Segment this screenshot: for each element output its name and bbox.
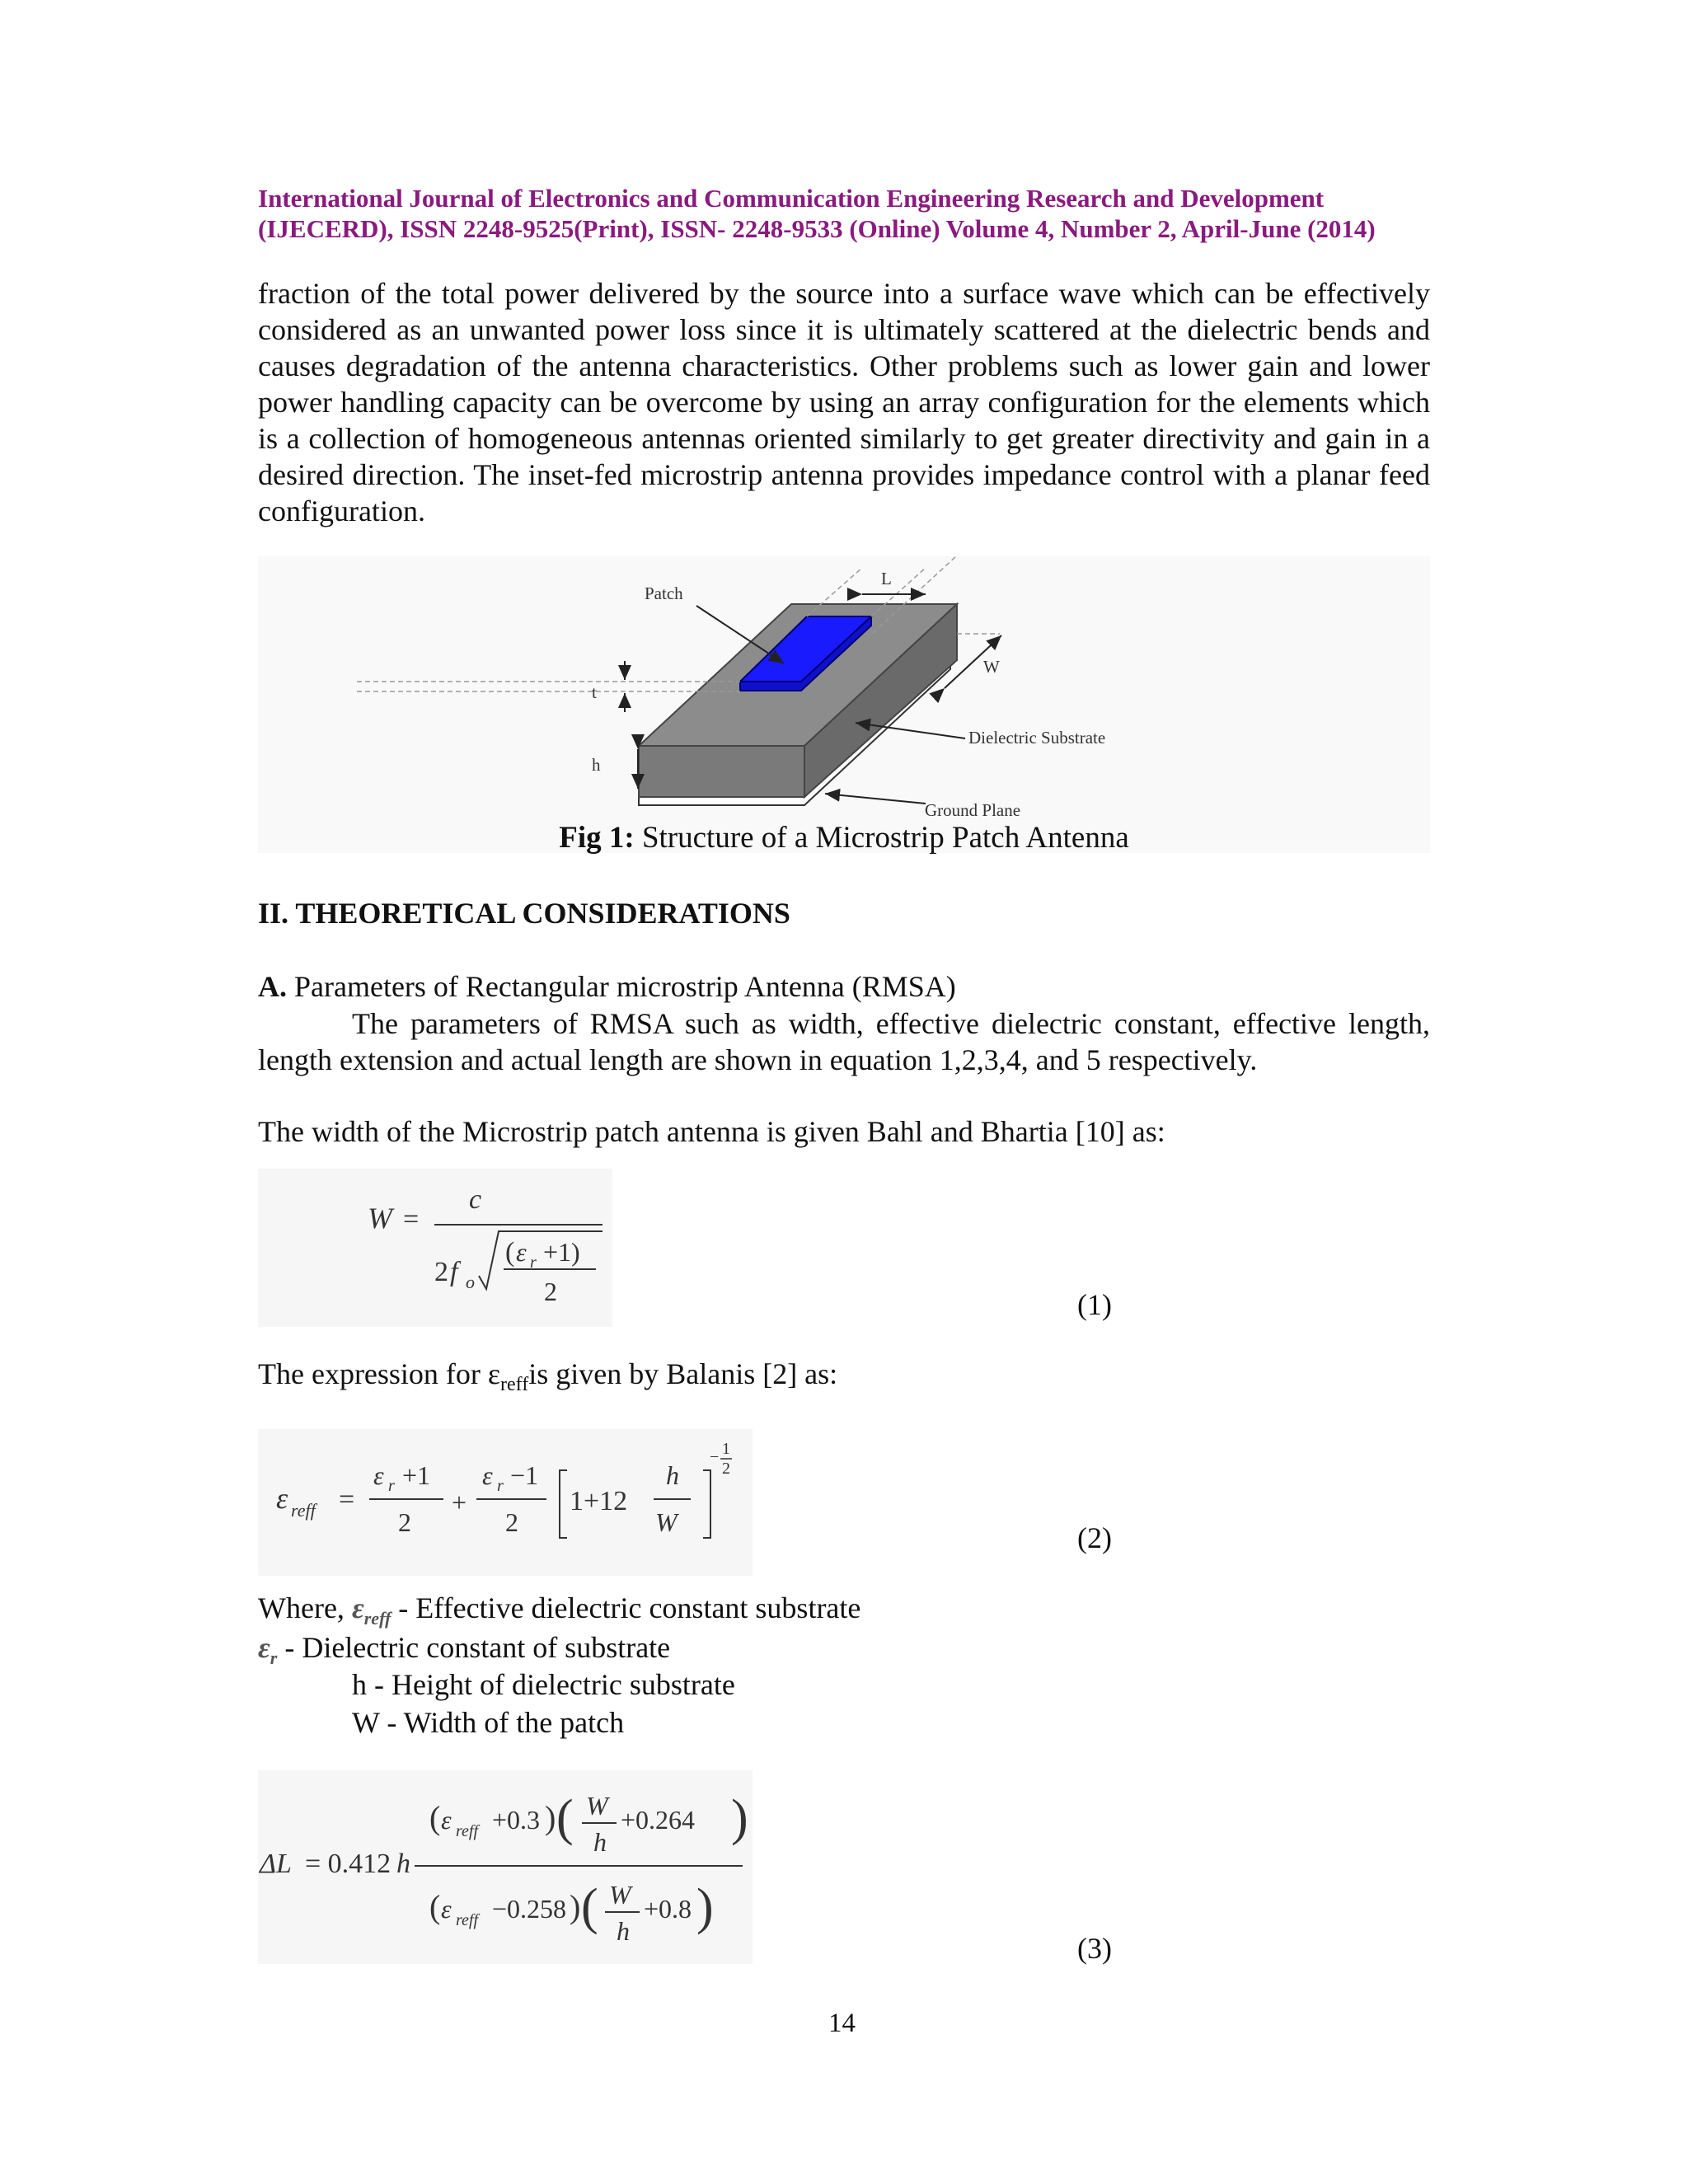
- svg-text:2: 2: [398, 1507, 411, 1537]
- section-title: II. THEORETICAL CONSIDERATIONS: [258, 897, 790, 930]
- page-number: 14: [828, 2008, 856, 2038]
- svg-text:2: 2: [505, 1507, 518, 1537]
- svg-text:+0.8: +0.8: [644, 1894, 692, 1924]
- svg-text:+: +: [452, 1488, 467, 1517]
- subsection-title: [258, 969, 956, 1004]
- svg-text:ε: ε: [482, 1460, 493, 1490]
- svg-text:o: o: [466, 1272, 475, 1292]
- svg-text:ε: ε: [276, 1482, 288, 1515]
- svg-text:(: (: [429, 1888, 441, 1925]
- caption-text: Structure of a Microstrip Patch Antenna: [634, 821, 1129, 855]
- svg-text:1+12: 1+12: [570, 1486, 628, 1516]
- where-h: h - Height of dielectric substrate: [352, 1668, 735, 1701]
- svg-text:W: W: [655, 1507, 678, 1537]
- svg-text:−1: −1: [510, 1460, 539, 1490]
- svg-text:h: h: [593, 1827, 607, 1857]
- svg-text:+1: +1: [402, 1460, 431, 1490]
- svg-text:ΔL: ΔL: [260, 1849, 292, 1879]
- svg-text:r: r: [530, 1254, 537, 1272]
- svg-text:2: 2: [544, 1277, 557, 1306]
- label-dielectric: Dielectric Substrate: [968, 728, 1106, 748]
- subsection-prefix: A.: [258, 970, 287, 1003]
- svg-text:f: f: [450, 1257, 458, 1287]
- svg-text:): ): [696, 1879, 714, 1935]
- svg-text:ε: ε: [441, 1805, 452, 1835]
- svg-text:+0.264: +0.264: [621, 1805, 696, 1835]
- svg-text:reff: reff: [456, 1911, 479, 1929]
- svg-text:ε: ε: [373, 1460, 384, 1490]
- label-patch: Patch: [645, 583, 683, 603]
- svg-text:h: h: [396, 1849, 410, 1879]
- svg-text:−: −: [710, 1448, 720, 1466]
- where-er: $\varepsilon_r$ - Dielectric constant of substrate: [258, 1631, 671, 1669]
- figure-caption: [258, 820, 1430, 855]
- svg-text:+0.3: +0.3: [492, 1805, 541, 1835]
- svg-text:): ): [545, 1799, 556, 1836]
- equation-3: [258, 1770, 753, 1964]
- width-intro: The width of the Microstrip patch antenna is given Bahl and Bhartia [10] as:: [258, 1115, 1165, 1148]
- svg-text:reff: reff: [456, 1822, 479, 1840]
- label-W: W: [983, 657, 1000, 677]
- substrate-front: [639, 746, 804, 797]
- svg-text:= 0.412: = 0.412: [305, 1849, 392, 1879]
- journal-header: [258, 183, 1430, 244]
- svg-text:(: (: [505, 1237, 515, 1268]
- params-paragraph: The parameters of RMSA such as width, effective dielectric constant, effective length, length extension and actual length are shown in equation 1,2,3,4, and 5 respectively.: [258, 1007, 1430, 1076]
- caption-prefix: Fig 1:: [559, 821, 635, 855]
- svg-text:=: =: [339, 1484, 355, 1515]
- svg-text:h: h: [666, 1460, 679, 1490]
- label-L: L: [881, 569, 892, 588]
- subsection-text: Parameters of Rectangular microstrip Antenna (RMSA): [287, 970, 956, 1003]
- svg-text:W: W: [586, 1791, 608, 1821]
- label-t: t: [592, 682, 597, 702]
- equation-1-number: (1): [1077, 1288, 1112, 1321]
- svg-text:(: (: [429, 1799, 441, 1836]
- svg-text:=: =: [403, 1204, 420, 1235]
- equation-1: [258, 1169, 612, 1327]
- figure-microstrip-antenna: [258, 556, 1430, 853]
- intro-paragraph: fraction of the total power delivered by the source into a surface wave which can be effectively considered as an unwanted power loss since it is ultimately scattered at the dielectric bends and causes degradation of the antenna characteristics. Other problems such as lower gain and lower power handling capacity can be overcome by using an array configuration for the elements which is a collection of homogeneous antennas oriented similarly to get greater directivity and gain in a desired direction. The inset-fed microstrip antenna provides impedance control with a planar feed configuration.: [258, 277, 1430, 527]
- svg-text:+1): +1): [543, 1237, 580, 1267]
- svg-text:2: 2: [722, 1460, 730, 1478]
- svg-text:c: c: [469, 1184, 482, 1215]
- equation-2-number: (2): [1077, 1521, 1112, 1554]
- svg-text:W: W: [368, 1202, 392, 1235]
- journal-header-line1: International Journal of Electronics and Communication Engineering Research and Development: [258, 184, 1325, 213]
- svg-text:h: h: [617, 1916, 630, 1946]
- label-h: h: [592, 755, 601, 775]
- ereff-intro: The expression for $\varepsilon_{reff}is$ given by Balanis [2] as:: [258, 1357, 838, 1396]
- svg-text:r: r: [388, 1477, 395, 1495]
- svg-text:1: 1: [722, 1440, 730, 1458]
- journal-header-line2: (IJECERD), ISSN 2248-9525(Print), ISSN- 2248-9533 (Online) Volume 4, Number 2, April-June (2014): [258, 214, 1376, 243]
- svg-text:): ): [570, 1888, 581, 1925]
- equation-2: [258, 1429, 753, 1576]
- svg-text:W: W: [609, 1880, 631, 1910]
- where-w: W - Width of the patch: [352, 1706, 625, 1739]
- antenna-diagram: [258, 556, 1430, 853]
- svg-text:2: 2: [434, 1257, 448, 1287]
- svg-text:ε: ε: [441, 1894, 452, 1924]
- where-ereff: Where, $\varepsilon_{reff}$ - Effective dielectric constant substrate: [258, 1591, 861, 1629]
- svg-text:reff: reff: [291, 1500, 316, 1521]
- svg-text:r: r: [497, 1477, 504, 1495]
- svg-text:): ): [731, 1790, 748, 1846]
- svg-text:(: (: [581, 1879, 598, 1935]
- equation-3-number: (3): [1077, 1932, 1112, 1965]
- label-ground: Ground Plane: [925, 800, 1021, 820]
- svg-text:(: (: [556, 1790, 574, 1846]
- svg-text:ε: ε: [516, 1237, 527, 1267]
- svg-text:−0.258: −0.258: [492, 1894, 567, 1924]
